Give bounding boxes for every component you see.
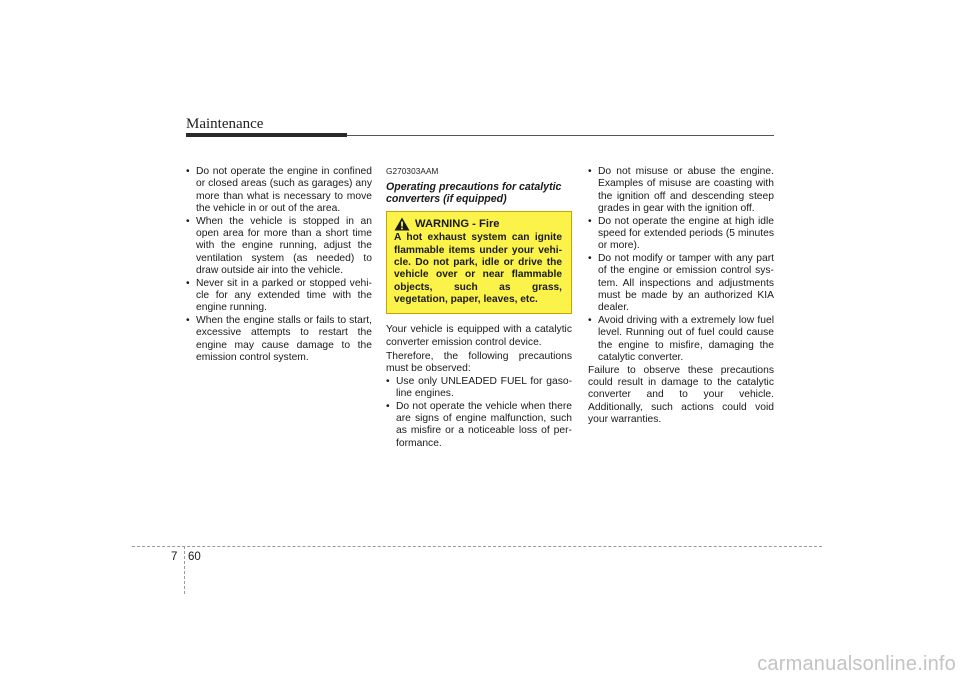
list-item: • When the engine stalls or fails to start, excessive attempts to restart the engine may cause damage to the emission control system. [186,315,372,365]
column-left [186,166,372,365]
warning-triangle-icon [394,217,410,231]
column-middle [386,166,572,450]
section-heading: Operating precautions for catalytic converters (if equipped) [386,181,562,206]
list-item: • Do not modify or tamper with any part of the engine or emission control sys-tem. All inspections and adjustments must be made by an authorized KIA dealer. [588,253,774,315]
warning-header [394,217,562,231]
footer-divider [132,546,822,547]
warning-title: WARNING - Fire [415,218,500,231]
list-item: • When the vehicle is stopped in an open area for more than a short time with the engine running, adjust the ventilation system (as needed) to draw outside air into the vehicle. [186,216,372,278]
header-rule-thin [347,135,774,136]
warning-box [386,211,572,314]
footer-vertical-divider [184,546,185,594]
list-item: • Never sit in a parked or stopped vehi-cle for any extended time with the engine running. [186,278,372,315]
list-item: • Use only UNLEADED FUEL for gaso-line engines. [386,376,572,401]
bullet-list-right [588,166,774,365]
section-code: G270303AAM [386,167,439,176]
list-item: • Do not operate the engine at high idle speed for extended periods (5 minutes or more). [588,216,774,253]
bullet-list-middle [386,376,572,450]
paragraph: Therefore, the following precautions must be observed: [386,351,572,375]
page-number: 60 [188,551,201,563]
paragraph: Your vehicle is equipped with a catalytic converter emission control device. [386,324,572,348]
warning-text: A hot exhaust system can ignite flammable items under your vehi-cle. Do not park, idle or drive the vehicle over or near flammable objects, such as grass, vegetation, paper, leaves, etc. [394,232,562,305]
bullet-list-left [186,166,372,365]
closing-paragraph: Failure to observe these precautions could result in damage to the catalytic converter and to your vehicle. Additionally, such actions could void your warranties. [588,364,774,426]
header-rule-thick [186,133,347,137]
page-section-title: Maintenance [186,116,264,132]
list-item: • Do not misuse or abuse the engine. Examples of misuse are coasting with the ignition off and descending steep grades in gear with the ignition off. [588,166,774,216]
watermark: carmanualsonline.info [757,653,956,675]
list-item: • Do not operate the vehicle when there are signs of engine malfunction, such as misfire or a noticeable loss of per-formance. [386,401,572,451]
list-item: • Do not operate the engine in confined or closed areas (such as garages) any more than what is necessary to move the vehicle in or out of the area. [186,166,372,216]
list-item: • Avoid driving with a extremely low fuel level. Running out of fuel could cause the engine to misfire, damaging the catalytic converter. [588,315,774,365]
chapter-number: 7 [171,551,178,563]
column-right [588,166,774,427]
